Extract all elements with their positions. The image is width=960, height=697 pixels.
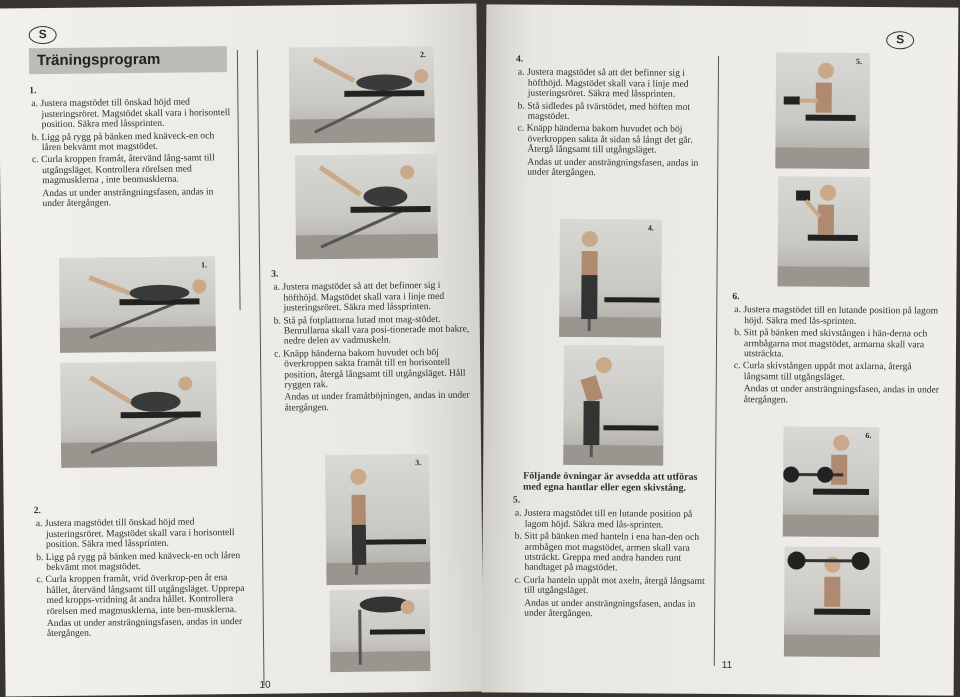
breathing-note: Andas ut under ansträngningsfasen, andas in under återgången. xyxy=(46,616,243,640)
exercise-number: 4. xyxy=(515,53,524,65)
exercise-6-photo-end xyxy=(784,546,881,657)
bench-figure-illustration xyxy=(60,361,217,468)
step-c: c. Curla kroppen framåt, återvänd lång-samt till utgångsläget. Kontrollera rörelsen med magmusklerna , inte benmusklerna. xyxy=(31,152,215,187)
photo-label: 2. xyxy=(419,50,426,60)
page-title: Träningsprogram xyxy=(29,46,227,74)
exercise-number: 6. xyxy=(732,291,740,303)
exercise-1-photo-end xyxy=(60,361,217,468)
exercise-4-photo-end xyxy=(563,345,664,466)
barbell-curl-illustration xyxy=(784,546,881,657)
breathing-note: Andas ut under framåtböjningen, andas in under återgången. xyxy=(284,390,470,414)
step-a: a. Justera magstödet så att det befinner sig i höfthöjd. Magstödet skall vara i linje med justeringsröret. Säkra med låssprinten. xyxy=(517,66,689,100)
step-a: a. Justera magstödet till en lutande position på lagom höjd. Säkra med lås-sprinten. xyxy=(734,304,939,327)
photo-label: 6. xyxy=(865,431,872,441)
exercise-4-photo-start xyxy=(559,219,662,338)
exercise-6-photo-start xyxy=(783,426,880,537)
step-b: b. Ligg på rygg på bänken med knäveck-en och låren bekvämt mot magstödet. xyxy=(31,129,215,154)
column-divider xyxy=(257,50,265,686)
photo-label: 5. xyxy=(855,56,863,66)
exercise-2-photo-start xyxy=(289,46,435,144)
bending-figure-illustration xyxy=(330,589,431,672)
exercise-4 xyxy=(515,55,716,182)
page-number: 11 xyxy=(721,660,733,672)
breathing-note: Andas ut under ansträngningsfasen, andas in under återgången. xyxy=(42,185,214,210)
left-page xyxy=(0,4,484,697)
standing-figure-illustration xyxy=(559,219,662,338)
right-page xyxy=(482,4,959,695)
step-c: c. Curla hanteln uppåt mot axeln, återgå långsamt till utgångsläget. xyxy=(514,574,705,597)
barbell-curl-illustration xyxy=(783,426,880,537)
bench-figure-illustration xyxy=(295,154,438,259)
step-c: c. Curla kroppen framåt, vrid överkrop-pen åt ena hållet, återvänd långsamt till utgångsläget. Upprepa med kropps-vridning åt andra hållet. Kontrollera rörelsen med magmusklerna, inte ben-musklerna. xyxy=(36,572,245,617)
breathing-note: Andas ut under ansträngningsfasen, andas in under återgången. xyxy=(743,383,940,406)
step-a: a. Justera magstödet till önskad höjd med justeringsröret. Magstödet skall vara i horisontell position. Säkra med låssprinten. xyxy=(31,96,231,131)
step-b: b. Ligg på rygg på bänken med knäveck-en och låren bekvämt mot magstödet. xyxy=(36,549,241,574)
photo-label: 1. xyxy=(201,260,208,270)
exercise-3 xyxy=(271,268,473,416)
step-a: a. Justera magstödet till en lutande position på lagom höjd. Säkra med lås-sprinten. xyxy=(514,507,693,531)
exercise-5-photo-end xyxy=(777,176,870,287)
exercise-2 xyxy=(34,504,250,642)
bench-figure-illustration xyxy=(59,256,216,353)
photo-label: 4. xyxy=(647,223,654,233)
language-badge: S xyxy=(886,31,914,49)
exercise-number: 5. xyxy=(512,494,521,506)
breathing-note: Andas ut under ansträngningsfasen, andas in under återgången. xyxy=(524,597,696,620)
column-divider xyxy=(237,50,241,310)
step-b: b. Stå sidledes på tvärstödet, med höften mot magstödet. xyxy=(517,100,691,122)
exercise-2-photo-end xyxy=(295,154,438,259)
exercise-number: 1. xyxy=(29,85,37,97)
exercise-1 xyxy=(29,84,235,212)
language-badge: S xyxy=(29,26,57,44)
side-bend-figure-illustration xyxy=(563,345,664,466)
page-number: 10 xyxy=(259,679,271,691)
step-a: a. Justera magstödet till önskad höjd med justeringsröret. Magstödet skall vara i horisontell position. Säkra med låssprinten. xyxy=(35,516,235,551)
step-b: b. Sitt på bänken med hanteln i ena han-den och armbågen mot magstödet, armen skall vara utsträckt. Greppa med andra handen runt handtaget på magstödet. xyxy=(514,530,700,574)
exercise-number: 2. xyxy=(33,505,41,517)
step-c: c. Curla skivstången uppåt mot axlarna, återgå långsamt till utgångsläget. xyxy=(733,360,912,383)
exercise-3-photo-start xyxy=(325,454,430,585)
exercise-5-photo-start xyxy=(775,52,870,169)
exercise-3-photo-end xyxy=(330,589,431,672)
step-b: b. Sitt på bänken med skivstången i hän-derna och armbågarna mot magstödet, armarna skall vara utsträckta. xyxy=(734,327,928,360)
dumbbell-curl-illustration xyxy=(777,176,870,287)
breathing-note: Andas ut under ansträngningsfasen, andas in under återgången. xyxy=(527,156,699,179)
exercise-6 xyxy=(732,292,943,409)
dumbbell-intro: Följande övningar är avsedda att utföras med egna hantlar eller egen skivstång. xyxy=(522,470,698,494)
step-a: a. Justera magstödet så att det befinner sig i höfthöjd. Magstödet skall vara i linje med justeringsröret. Säkra med låssprinten. xyxy=(273,280,445,314)
dumbbell-curl-illustration xyxy=(775,52,870,169)
exercise-number: 3. xyxy=(271,268,279,280)
photo-label: 3. xyxy=(415,458,422,468)
exercise-5 xyxy=(512,471,713,623)
step-b: b. Stå på fotplattorna lutad mot mag-stödet. Benrullarna skall vara posi-tionerade mot bakre, nedre delen av vadmuskeln. xyxy=(273,313,470,347)
step-c: c. Knäpp händerna bakom huvudet och böj överkroppen sakta framåt till en horisontell position, återgå långsamt till utgångsläget. Håll ryggen rak. xyxy=(273,346,466,391)
bench-figure-illustration xyxy=(289,46,435,144)
standing-figure-illustration xyxy=(325,454,430,585)
exercise-1-photo-start xyxy=(59,256,216,353)
step-c: c. Knäpp händerna bakom huvudet och böj överkroppen sakta åt sidan så långt det går. Återgå långsamt till utgångsläget. xyxy=(517,123,693,156)
